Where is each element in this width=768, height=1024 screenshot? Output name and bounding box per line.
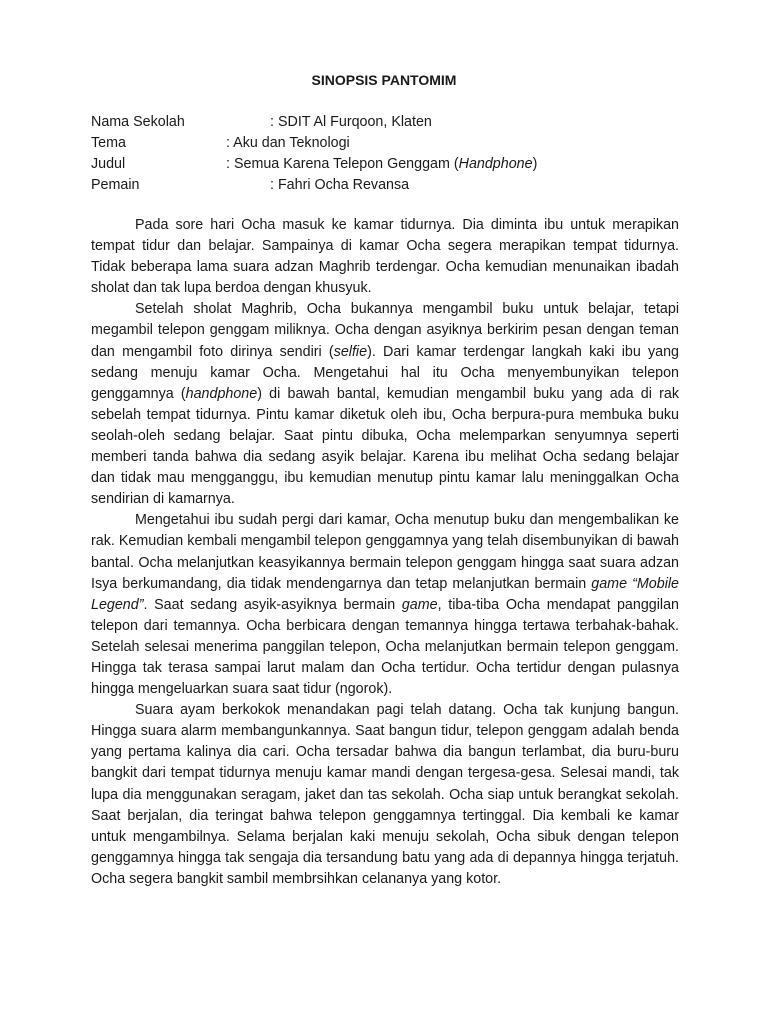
info-separator: : [270, 177, 278, 193]
info-separator: : [226, 135, 234, 151]
info-value-text: Semua Karena Telepon Genggam ( [233, 156, 459, 172]
paragraph-text-run: Mengetahui ibu sudah pergi dari kamar, Ocha menutup buku dan mengembalikan ke rak. Kemudian kembali mengambil telepon genggamnya yang telah disembunyikan di bawah bantal. Ocha melanjutkan keasyikannya bermain telepon genggam hingga saat suara adzan Isya berkumandang, dia tidak mendengarnya dan tetap melanjutkan bermain [91, 512, 679, 592]
paragraph-text-run: , tiba-tiba Ocha mendapat panggilan telepon dari temannya. Ocha berbicara dengan temannya hingga tertawa terbahak-bahak. Setelah selesai menerima panggilan telepon, Ocha melanjutkan bermain telepon genggam. Hingga tak terasa sampai larut malam dan Ocha tertidur. Ocha tertidur dengan pulasnya hingga mengeluarkan suara saat tidur (ngorok). [91, 596, 679, 698]
paragraph-italic-run: game [401, 596, 438, 613]
info-value-text: Fahri Ocha Revansa [277, 177, 410, 193]
paragraph-text-run: Setelah sholat Maghrib, Ocha bukannya mengambil buku untuk belajar, tetapi megambil telepon genggam miliknya. Ocha dengan asyiknya berkirim pesan dengan teman dan mengambil foto dirinya sendiri ( [91, 301, 679, 360]
paragraph-text-run: Pada sore hari Ocha masuk ke kamar tidurnya. Dia diminta ibu untuk merapikan tempat tidur dan belajar. Sampainya di kamar Ocha segera merapikan tempat tidurnya. Tidak beberapa lama suara adzan Maghrib terdengar. Ocha kemudian menunaikan ibadah sholat dan tak lupa berdoa dengan khusyuk. [91, 217, 679, 297]
paragraph-text-run: ) di bawah bantal, kemudian mengambil buku yang ada di rak sebelah tempat tidurnya. Pintu kamar diketuk oleh ibu, Ocha berpura-pura membuka buku seolah-oleh sedang belajar. Saat pintu dibuka, Ocha melemparkan senyumnya seperti memberi tanda bahwa dia sedang asyik belajar. Karena ibu melihat Ocha sedang belajar dan tidak mau mengganggu, ibu kemudian menutup pintu kamar lalu meninggalkan Ocha sendirian di kamarnya. [91, 385, 679, 508]
info-value-end: ) [532, 156, 538, 172]
synopsis-body [91, 215, 679, 890]
info-label: Pemain [91, 177, 140, 193]
info-label: Nama Sekolah [91, 114, 185, 130]
info-separator: : [270, 114, 278, 130]
info-value-italic: Handphone [458, 156, 533, 172]
paragraph-italic-run: game “Mobile Legend” [91, 575, 679, 613]
info-value [226, 133, 350, 154]
info-value [226, 154, 537, 175]
info-separator: : [226, 156, 234, 172]
info-value-text: Aku dan Teknologi [233, 135, 350, 151]
synopsis-paragraph [91, 700, 679, 890]
document-title: SINOPSIS PANTOMIM [311, 72, 457, 88]
info-value-text: SDIT Al Furqoon, Klaten [277, 114, 432, 130]
paragraph-text-run: . Saat sedang asyik-asyiknya bermain [143, 596, 402, 613]
info-value [270, 175, 409, 196]
paragraph-text-run: ). Dari kamar terdengar langkah kaki ibu yang sedang menuju kamar Ocha. Mengetahui hal itu Ocha menyembunyikan telepon genggamnya ( [91, 343, 680, 402]
synopsis-paragraph [91, 510, 679, 700]
paragraph-italic-run: selfie [333, 343, 368, 360]
info-label: Judul [91, 156, 126, 172]
paragraph-italic-run: handphone [185, 385, 258, 402]
synopsis-paragraph [91, 299, 679, 510]
info-label: Tema [91, 135, 126, 151]
info-value [270, 112, 432, 133]
paragraph-text-run: Suara ayam berkokok menandakan pagi telah datang. Ocha tak kunjung bangun. Hingga suara alarm membangunkannya. Saat bangun tidur, telepon genggam adalah benda yang pertama kalinya dia cari. Ocha tersadar bahwa dia bangun terlambat, dia buru-buru bangkit dari tempat tidurnya menuju kamar mandi dengan tergesa-gesa. Selesai mandi, tak lupa dia menggunakan seragam, jaket dan tas sekolah. Ocha siap untuk berangkat sekolah. Saat berjalan, dia teringat bahwa telepon genggamnya tertinggal. Dia kembali ke kamar untuk mengambilnya. Selama berjalan kaki menuju sekolah, Ocha sibuk dengan telepon genggamnya hingga tak sengaja dia tersandung batu yang ada di depannya hingga terjatuh. Ocha segera bangkit sambil membrsihkan celananya yang kotor. [91, 702, 679, 887]
synopsis-paragraph [91, 215, 679, 299]
